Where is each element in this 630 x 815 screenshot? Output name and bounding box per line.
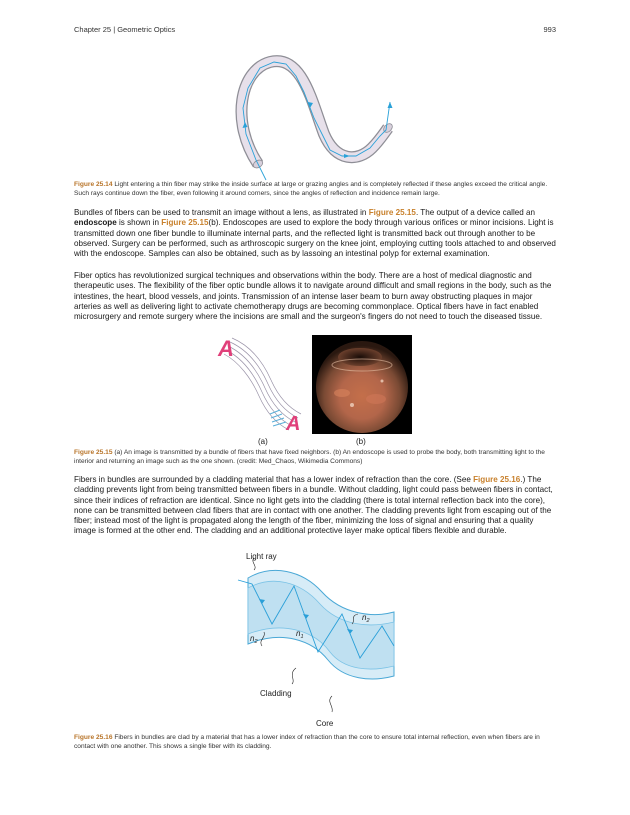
paragraph-cladding <box>74 475 556 537</box>
figure-label: Figure 25.16 <box>74 734 113 741</box>
cladding-label: Cladding <box>260 689 292 698</box>
paragraph-endoscope <box>74 208 556 259</box>
term-endoscope: endoscope <box>74 218 117 228</box>
figure-25-16-caption <box>74 734 556 751</box>
image-letter-output: A <box>286 413 301 434</box>
text-run: is shown in <box>116 218 162 228</box>
text-run: .) The cladding prevents light from being transmitted between fibers in a bundle. Without cladding, light could pass between fibers in contact, since their indices of refraction are identical. Since no light gets into the cladding (there is total internal reflection back into the core), none can be transmitted between clad fibers that are in contact with one another. The cladding prevents light from escaping out of the fiber; instead most of the light is propagated along the length of the fiber, minimizing the loss of signal and ensuring that a quality image is formed at the other end. The cladding and an additional protective layer make optical fibers flexible and durable. <box>74 475 553 536</box>
figure-label: Figure 25.14 <box>74 181 113 188</box>
figure-25-15-link[interactable]: Figure 25.15 <box>368 208 416 217</box>
running-header-chapter: Chapter 25 | Geometric Optics <box>74 25 176 34</box>
caption-text: (a) An image is transmitted by a bundle of fibers that have fixed neighbors. (b) An endoscope is used to probe the body, both transmitting light to the interior and returning an image such as the one shown. (credit: Med_Chaos, Wikimedia Commons) <box>74 449 545 465</box>
core-label: Core <box>316 719 334 728</box>
figure-label: Figure 25.15 <box>74 449 113 456</box>
image-letter-input: A <box>218 336 234 361</box>
figure-25-16-link[interactable]: Figure 25.16 <box>473 475 521 484</box>
paragraph-fiber-optics-surgery: Fiber optics has revolutionized surgical techniques and observations within the body. There are a host of medical diagnostic and therapeutic uses. The flexibility of the fiber optic bundle allows it to navigate around difficult and small regions in the body, such as the intestines, the heart, blood vessels, and joints. Transmission of an intense laser beam to burn away obstructing plaques in major arteries as well as delivering light to activate chemotherapy drugs are becoming commonplace. Optical fibers have in fact enabled microsurgery and remote surgery where the incisions are small and the surgeon's fingers do not need to touch the diseased tissue. <box>74 271 552 322</box>
n2-label-left: $n_2$ <box>250 634 258 645</box>
text-run: . The output of a device called an <box>415 208 536 217</box>
text-run: (b). Endoscopes are used to explore the body through various orifices or minor incisions. Light is transmitted down one fiber bundle to illuminate internal parts, and the reflected light is transmitted back out through another to be observed. Surgery can be performed, such as arthroscopic surgery on the knee joint, employing cutting tools attached to and observed with the endoscope. Samples can also be obtained, such as by lassoing an intestinal polyp for external examination. <box>74 218 556 259</box>
text-run: Fibers in bundles are surrounded by a cladding material that has a lower index of refraction than the core. (See <box>74 475 474 484</box>
endoscope-photo <box>312 335 412 434</box>
fiber-bundle-illustration <box>212 334 308 434</box>
fiber-curve-illustration <box>230 52 410 182</box>
figure-25-15-link[interactable]: Figure 25.15 <box>161 218 209 228</box>
text-run: Bundles of fibers can be used to transmit an image without a lens, as illustrated in <box>74 208 369 217</box>
subfigure-label-b: (b) <box>356 437 366 446</box>
clad-fiber-diagram <box>232 548 402 734</box>
caption-text: Light entering a thin fiber may strike the inside surface at large or grazing angles and is completely reflected if these angles exceed the critical angle. Such rays continue down the fiber, even following it around corners, since the angles of reflection and incidence remain large. <box>74 181 548 197</box>
n1-label: $n_1$ <box>296 629 304 640</box>
n2-label-right: $n_2$ <box>362 613 370 624</box>
page-number: 993 <box>543 25 556 34</box>
light-ray-label: Light ray <box>246 552 277 561</box>
figure-25-15-caption <box>74 449 556 466</box>
figure-25-14-caption <box>74 181 556 198</box>
caption-text: Fibers in bundles are clad by a material that has a lower index of refraction than the core to ensure total internal reflection, even when fibers are in contact with one another. This shows a single fiber with its cladding. <box>74 734 540 750</box>
subfigure-label-a: (a) <box>258 437 268 446</box>
